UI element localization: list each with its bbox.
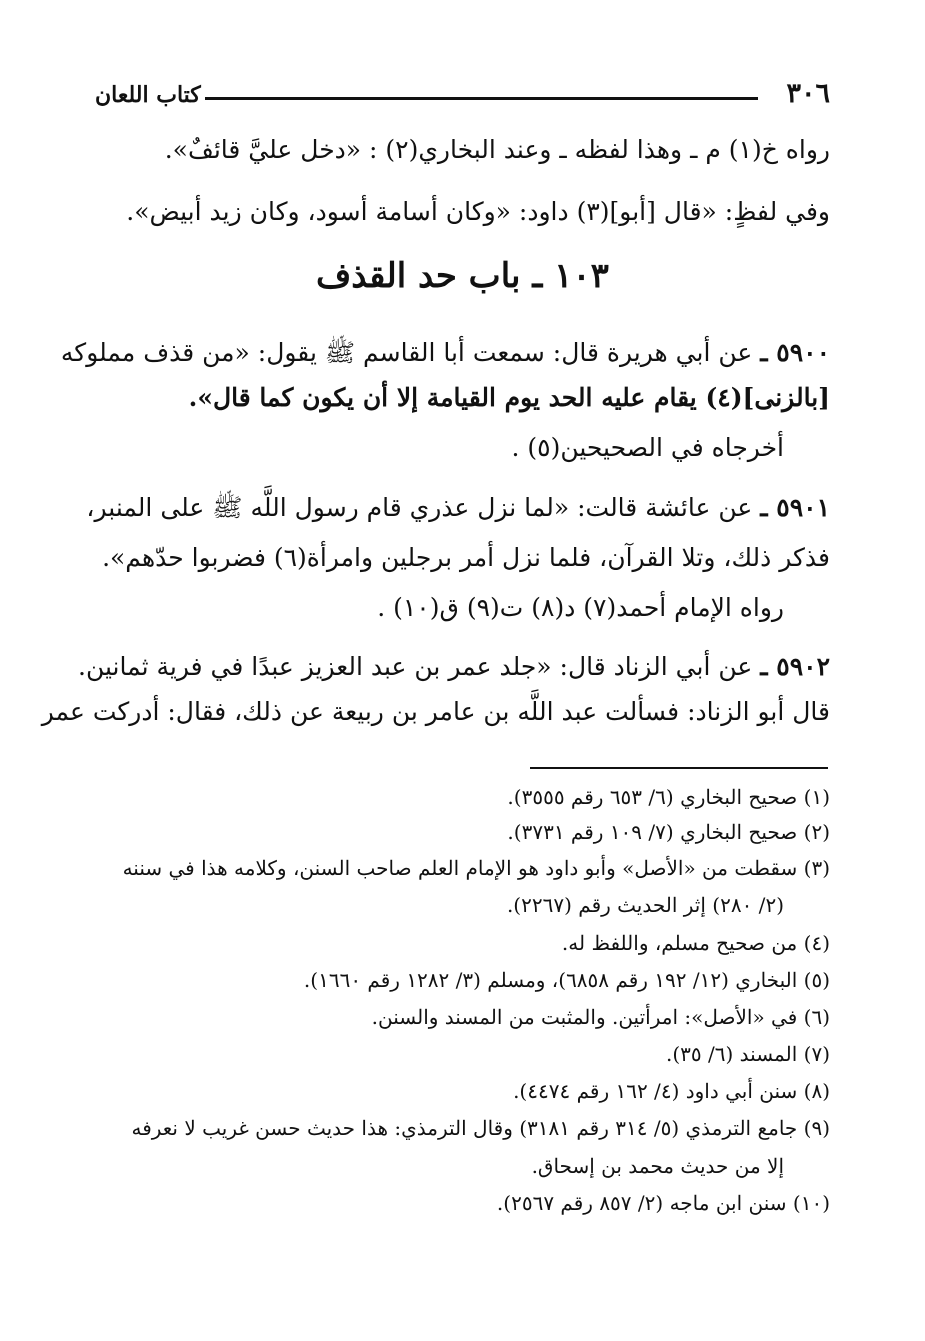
hadith-text: عن عائشة قالت: «لما نزل عذري قام رسول اللَّه ﷺ على المنبر، bbox=[86, 493, 753, 522]
footnote-9: (٩) جامع الترمذي (٥/ ٣١٤ رقم ٣١٨١) وقال الترمذي: هذا حديث حسن غريب لا نعرفه bbox=[131, 1116, 830, 1140]
footnote-4: (٤) من صحيح مسلم، واللفظ له. bbox=[561, 931, 830, 955]
footnote-3-continued: (٢/ ٢٨٠) إثر الحديث رقم (٢٢٦٧). bbox=[506, 893, 784, 917]
footnote-separator bbox=[530, 767, 828, 769]
footnote-5: (٥) البخاري (١٢/ ١٩٢ رقم ٦٨٥٨)، ومسلم (٣/ ١٢٨٢ رقم ١٦٦٠). bbox=[303, 968, 830, 992]
hadith-5901-source: رواه الإمام أحمد(٧) د(٨) ت(٩) ق(١٠) . bbox=[377, 593, 784, 622]
hadith-text: عن أبي هريرة قال: سمعت أبا القاسم ﷺ يقول: «من قذف مملوكه bbox=[60, 338, 753, 367]
footnote-8: (٨) سنن أبي داود (٤/ ١٦٢ رقم ٤٤٧٤). bbox=[513, 1079, 830, 1103]
footnote-10: (١٠) سنن ابن ماجه (٢/ ٨٥٧ رقم ٢٥٦٧). bbox=[496, 1191, 830, 1215]
header-rule bbox=[205, 97, 758, 100]
text-line-1: رواه خ(١) م ـ وهذا لفظه ـ وعند البخاري(٢) : «دخل عليَّ قائفٌ». bbox=[164, 135, 830, 164]
page-number: ٣٠٦ bbox=[786, 78, 830, 109]
footnote-3: (٣) سقطت من «الأصل» وأبو داود هو الإمام العلم صاحب السنن، وكلامه هذا في سننه bbox=[122, 856, 830, 880]
footnote-6: (٦) في «الأصل»: امرأتين. والمثبت من المسند والسنن. bbox=[371, 1005, 830, 1029]
footnote-2: (٢) صحيح البخاري (٧/ ١٠٩ رقم ٣٧٣١). bbox=[507, 820, 830, 844]
hadith-text: عن أبي الزناد قال: «جلد عمر بن عبد العزيز عبدًا في فرية ثمانين. bbox=[78, 652, 753, 681]
book-title: كتاب اللعان bbox=[95, 82, 201, 108]
hadith-5900-line-2: [بالزنى](٤) يقام عليه الحد يوم القيامة إلا أن يكون كما قال». bbox=[188, 383, 830, 412]
hadith-5901-line-1 bbox=[86, 488, 830, 528]
footnote-7: (٧) المسند (٦/ ٣٥). bbox=[666, 1042, 830, 1066]
hadith-number: ٥٩٠٠ ـ bbox=[760, 338, 830, 367]
text-line-2: وفي لفظٍ: «قال [أبو](٣) داود: «وكان أسامة أسود، وكان زيد أبيض». bbox=[126, 197, 830, 226]
hadith-number: ٥٩٠٢ ـ bbox=[760, 652, 830, 681]
footnote-1: (١) صحيح البخاري (٦/ ٦٥٣ رقم ٣٥٥٥). bbox=[507, 785, 830, 809]
hadith-5901-line-2: فذكر ذلك، وتلا القرآن، فلما نزل أمر برجلين وامرأة(٦) فضربوا حدّهم». bbox=[102, 543, 830, 572]
hadith-5902-line-2: قال أبو الزناد: فسألت عبد اللَّه بن عامر بن ربيعة عن ذلك، فقال: أدركت عمر bbox=[41, 697, 830, 726]
chapter-title: ١٠٣ ـ باب حد القذف bbox=[316, 256, 609, 296]
hadith-number: ٥٩٠١ ـ bbox=[760, 493, 830, 522]
hadith-5902-line-1 bbox=[78, 647, 830, 687]
hadith-5900-source: أخرجاه في الصحيحين(٥) . bbox=[511, 433, 784, 462]
hadith-5900-line-1 bbox=[60, 333, 830, 373]
footnote-9-continued: إلا من حديث محمد بن إسحاق. bbox=[531, 1154, 784, 1178]
page-header bbox=[95, 78, 830, 118]
